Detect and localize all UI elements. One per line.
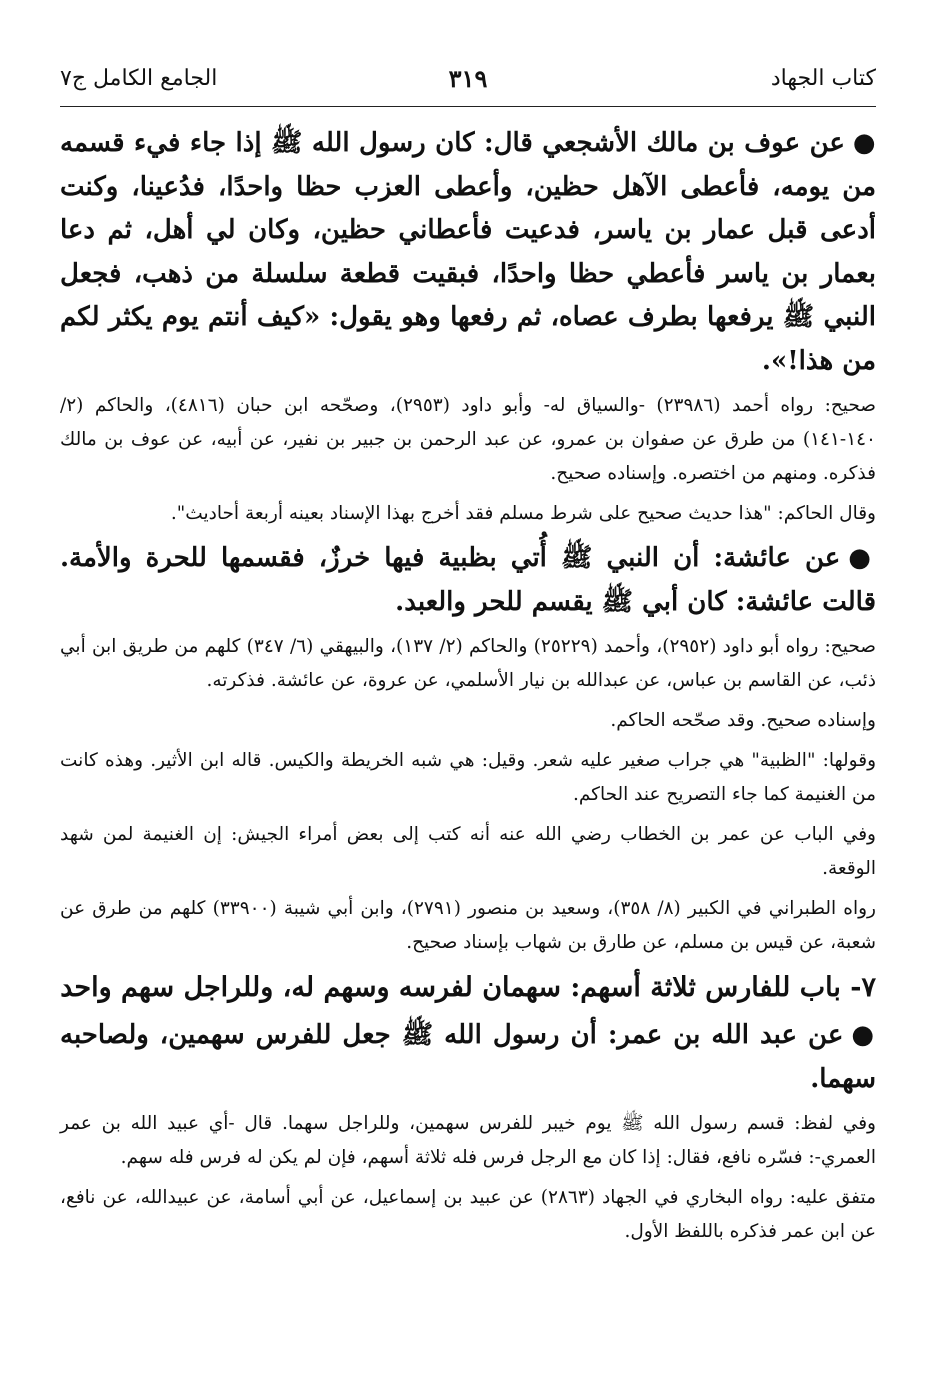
bullet-icon: ● [852, 128, 877, 158]
takhrij-note: وقولها: "الظبية" هي جراب صغير عليه شعر. وقيل: هي شبه الخريطة والكيس. قاله ابن الأثير. وهذه كانت من الغنيمة كما جاء التصريح عند الحاكم. [60, 750, 876, 805]
takhrij-note: صحيح: رواه أحمد (٢٣٩٨٦) -والسياق له- وأبو داود (٢٩٥٣)، وصحّحه ابن حبان (٤٨١٦)، والحاكم (٢/ ١٤٠-١٤١) من طرق عن صفوان بن عمرو، عن عبد الرحمن بن جبير بن نفير، عن أبيه، عن عوف بن مالك فذكره. ومنهم من اختصره. وإسناده صحيح. [60, 395, 876, 484]
page-body [60, 118, 876, 1255]
hadith-text: عن عوف بن مالك الأشجعي قال: كان رسول الله ﷺ إذا جاء فيء قسمه من يومه، فأعطى الآهل حظين، وأعطى العزب حظا واحدًا، فدُعينا، وكنت أدعى قبل عمار بن ياسر، فدعيت فأعطاني حظين، وكان لي أهل، ثم دعا بعمار بن ياسر فأعطي حظا واحدًا، فبقيت قطعة سلسلة من ذهب، فجعل النبي ﷺ يرفعها بطرف عصاه، ثم رفعها وهو يقول: «كيف أنتم يوم يكثر لكم من هذا!». [60, 128, 876, 376]
header-volume-title: الجامع الكامل ج٧ [60, 65, 218, 91]
running-header [60, 58, 876, 98]
takhrij-note: متفق عليه: رواه البخاري في الجهاد (٢٨٦٣) عن عبيد بن إسماعيل، عن أبي أسامة، عن عبيدالله، عن نافع، عن ابن عمر فذكره باللفظ الأول. [60, 1187, 876, 1242]
chapter-heading: ٧- باب للفارس ثلاثة أسهم: سهمان لفرسه وسهم له، وللراجل سهم واحد [60, 972, 876, 1003]
page-number: ٣١٩ [448, 63, 488, 93]
hadith-text: عن عبد الله بن عمر: أن رسول الله ﷺ جعل للفرس سهمين، ولصاحبه سهما. [60, 1020, 876, 1094]
header-book-title: كتاب الجهاد [770, 65, 876, 91]
takhrij-note: صحيح: رواه أبو داود (٢٩٥٢)، وأحمد (٢٥٢٢٩) والحاكم (٢/ ١٣٧)، والبيهقي (٦/ ٣٤٧) كلهم من طريق ابن أبي ذئب، عن القاسم بن عباس، عن عبدالله بن نيار الأسلمي، عن عروة، عن عائشة. فذكرته. [60, 636, 876, 691]
takhrij-note: رواه الطبراني في الكبير (٨/ ٣٥٨)، وسعيد بن منصور (٢٧٩١)، وابن أبي شيبة (٣٣٩٠٠) كلهم من طرق عن شعبة، عن قيس بن مسلم، عن طارق بن شهاب بإسناد صحيح. [60, 898, 876, 953]
hadith-paragraph [60, 1014, 876, 1101]
bullet-icon: ● [848, 543, 877, 573]
hadith-paragraph [60, 537, 876, 624]
bullet-icon: ● [851, 1020, 876, 1050]
takhrij-note: وقال الحاكم: "هذا حديث صحيح على شرط مسلم فقد أخرج بهذا الإسناد بعينه أربعة أحاديث". [170, 503, 876, 524]
document-page [60, 0, 876, 1379]
header-divider [60, 106, 876, 107]
hadith-paragraph [60, 122, 876, 383]
takhrij-note: وفي لفظ: قسم رسول الله ﷺ يوم خيبر للفرس سهمين، وللراجل سهما. قال -أي عبيد الله بن عمر العمري-: فسّره نافع، فقال: إذا كان مع الرجل فرس فله ثلاثة أسهم، فإن لم يكن له فرس فله سهم. [60, 1113, 876, 1168]
takhrij-note: وفي الباب عن عمر بن الخطاب رضي الله عنه أنه كتب إلى بعض أمراء الجيش: إن الغنيمة لمن شهد الوقعة. [60, 824, 876, 879]
takhrij-note: وإسناده صحيح. وقد صحّحه الحاكم. [610, 710, 876, 731]
hadith-text: عن عائشة: أن النبي ﷺ أُتي بظبية فيها خرزٌ، فقسمها للحرة والأمة. قالت عائشة: كان أبي ﷺ يقسم للحر والعبد. [60, 543, 876, 617]
